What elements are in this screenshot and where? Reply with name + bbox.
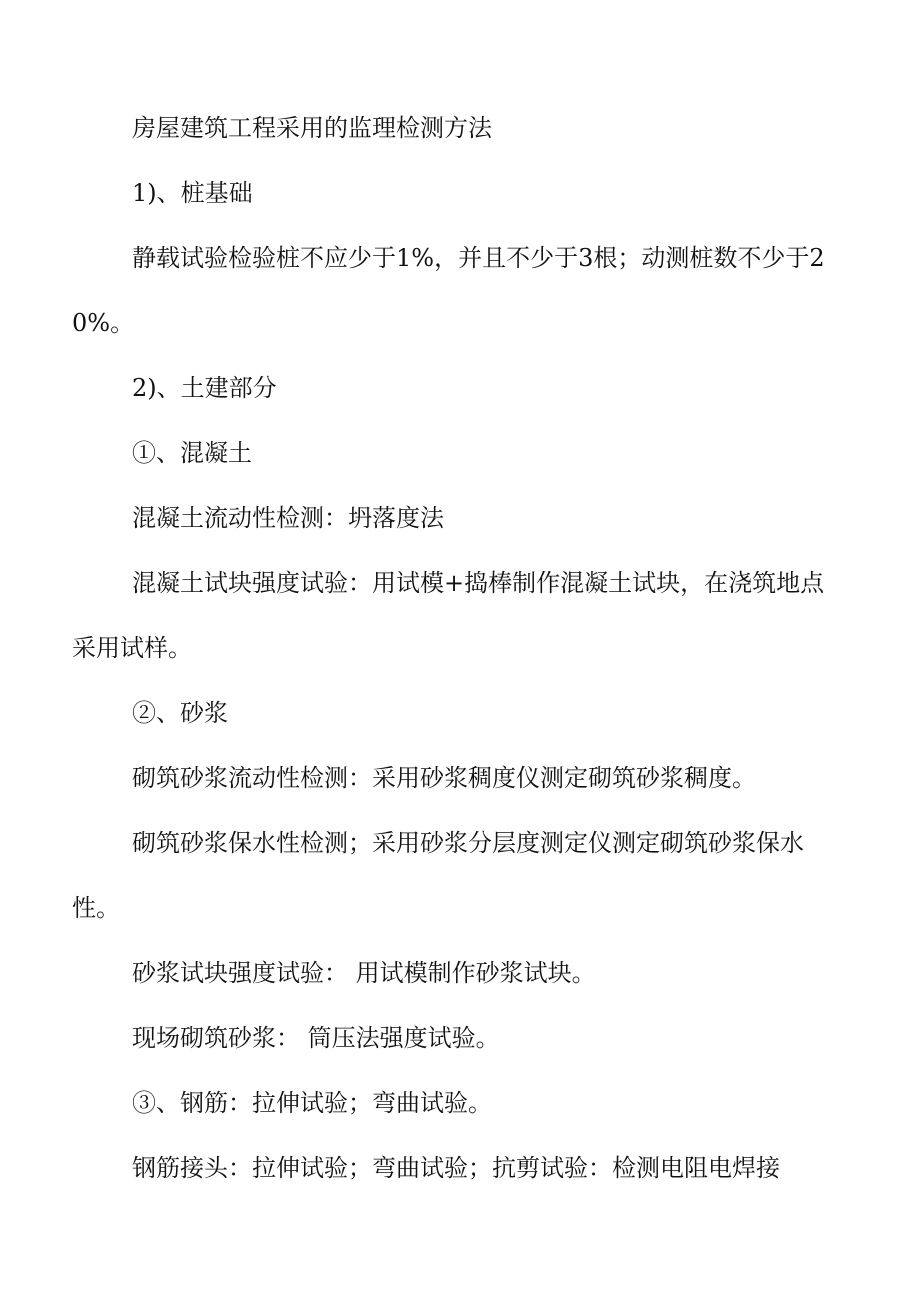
document-title: 房屋建筑工程采用的监理检测方法 [132,114,492,142]
paragraph: ②、砂浆 [132,699,228,727]
paragraph: 现场砌筑砂浆： 筒压法强度试验。 [132,1024,500,1052]
paragraph: 砂浆试块强度试验： 用试模制作砂浆试块。 [132,959,596,987]
paragraph: 砌筑砂浆保水性检测；采用砂浆分层度测定仪测定砌筑砂浆保水性。 [72,829,804,922]
paragraph: 1)、桩基础 [132,179,253,207]
paragraph: 钢筋接头：拉伸试验；弯曲试验；抗剪试验：检测电阻电焊接 [132,1154,780,1182]
paragraph: ①、混凝土 [132,439,252,467]
paragraph: 2)、土建部分 [132,374,277,402]
paragraph: 静载试验检验桩不应少于1%，并且不少于3根；动测桩数不少于20%。 [72,244,825,337]
paragraph: ③、钢筋：拉伸试验；弯曲试验。 [132,1089,492,1117]
paragraph: 混凝土流动性检测：坍落度法 [132,504,444,532]
paragraph: 混凝土试块强度试验：用试模+捣棒制作混凝土试块，在浇筑地点采用试样。 [72,569,825,662]
paragraph: 砌筑砂浆流动性检测：采用砂浆稠度仪测定砌筑砂浆稠度。 [132,764,756,792]
